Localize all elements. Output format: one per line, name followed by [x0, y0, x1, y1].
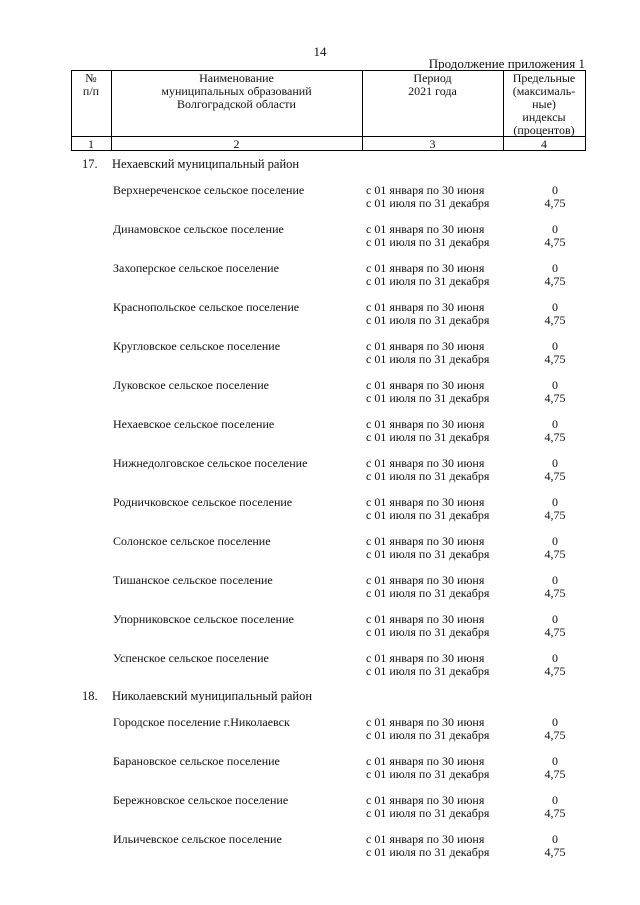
- settlement-name: Бережновское сельское поселение: [113, 793, 289, 807]
- index-first-half: 0: [552, 612, 558, 626]
- index-second-half: 4,75: [544, 625, 566, 639]
- index-second-half: 4,75: [544, 664, 566, 678]
- settlement-name: Краснопольское сельское поселение: [113, 300, 300, 314]
- settlement-name: Нехаевское сельское поселение: [113, 417, 275, 431]
- index-first-half: 0: [552, 495, 558, 509]
- header-col-number: 1: [88, 137, 94, 151]
- district-name: Николаевский муниципальный район: [112, 689, 313, 703]
- period-second-half: с 01 июля по 31 декабря: [366, 547, 490, 561]
- period-second-half: с 01 июля по 31 декабря: [366, 845, 490, 859]
- period-second-half: с 01 июля по 31 декабря: [366, 196, 490, 210]
- period-first-half: с 01 января по 30 июня: [366, 183, 485, 197]
- header-col-divider: [585, 70, 586, 150]
- period-second-half: с 01 июля по 31 декабря: [366, 469, 490, 483]
- period-first-half: с 01 января по 30 июня: [366, 300, 485, 314]
- period-first-half: с 01 января по 30 июня: [366, 378, 485, 392]
- index-first-half: 0: [552, 300, 558, 314]
- period-first-half: с 01 января по 30 июня: [366, 339, 485, 353]
- district-number: 18.: [82, 689, 98, 703]
- period-first-half: с 01 января по 30 июня: [366, 715, 485, 729]
- period-second-half: с 01 июля по 31 декабря: [366, 728, 490, 742]
- index-first-half: 0: [552, 222, 558, 236]
- settlement-name: Родничковское сельское поселение: [113, 495, 293, 509]
- index-second-half: 4,75: [544, 391, 566, 405]
- period-second-half: с 01 июля по 31 декабря: [366, 508, 490, 522]
- header-col-number: 2: [233, 137, 240, 151]
- page-number: 14: [313, 44, 327, 59]
- period-second-half: с 01 июля по 31 декабря: [366, 767, 490, 781]
- period-first-half: с 01 января по 30 июня: [366, 612, 485, 626]
- period-second-half: с 01 июля по 31 декабря: [366, 235, 490, 249]
- period-first-half: с 01 января по 30 июня: [366, 754, 485, 768]
- settlement-name: Успенское сельское поселение: [113, 651, 269, 665]
- period-first-half: с 01 января по 30 июня: [366, 456, 485, 470]
- index-second-half: 4,75: [544, 274, 566, 288]
- settlement-name: Ильичевское сельское поселение: [113, 832, 282, 846]
- index-second-half: 4,75: [544, 352, 566, 366]
- period-second-half: с 01 июля по 31 декабря: [366, 274, 490, 288]
- index-first-half: 0: [552, 715, 558, 729]
- settlement-name: Нижнедолговское сельское поселение: [113, 456, 308, 470]
- index-second-half: 4,75: [544, 508, 566, 522]
- index-first-half: 0: [552, 378, 558, 392]
- index-first-half: 0: [552, 754, 558, 768]
- index-first-half: 0: [552, 534, 558, 548]
- index-first-half: 0: [552, 261, 558, 275]
- period-second-half: с 01 июля по 31 декабря: [366, 806, 490, 820]
- header-col-number: 4: [541, 137, 547, 151]
- index-second-half: 4,75: [544, 313, 566, 327]
- settlement-name: Барановское сельское поселение: [113, 754, 280, 768]
- period-first-half: с 01 января по 30 июня: [366, 417, 485, 431]
- period-second-half: с 01 июля по 31 декабря: [366, 352, 490, 366]
- index-second-half: 4,75: [544, 430, 566, 444]
- index-second-half: 4,75: [544, 547, 566, 561]
- index-first-half: 0: [552, 832, 558, 846]
- settlement-name: Луковское сельское поселение: [113, 378, 269, 392]
- period-second-half: с 01 июля по 31 декабря: [366, 664, 490, 678]
- index-second-half: 4,75: [544, 845, 566, 859]
- period-first-half: с 01 января по 30 июня: [366, 832, 485, 846]
- index-first-half: 0: [552, 793, 558, 807]
- header-top-rule: [71, 70, 586, 71]
- period-first-half: с 01 января по 30 июня: [366, 222, 485, 236]
- continuation-label: Продолжение приложения 1: [428, 56, 585, 71]
- period-second-half: с 01 июля по 31 декабря: [366, 391, 490, 405]
- settlement-name: Тишанское сельское поселение: [113, 573, 273, 587]
- district-number: 17.: [82, 157, 98, 171]
- header-col-number: 3: [429, 137, 436, 151]
- index-second-half: 4,75: [544, 469, 566, 483]
- index-second-half: 4,75: [544, 196, 566, 210]
- district-name: Нехаевский муниципальный район: [112, 157, 300, 171]
- period-first-half: с 01 января по 30 июня: [366, 793, 485, 807]
- index-first-half: 0: [552, 417, 558, 431]
- period-second-half: с 01 июля по 31 декабря: [366, 625, 490, 639]
- header-index-col: Предельные (максималь- ные) индексы (процентов): [512, 71, 576, 137]
- index-first-half: 0: [552, 339, 558, 353]
- settlement-name: Упорниковское сельское поселение: [113, 612, 294, 626]
- period-first-half: с 01 января по 30 июня: [366, 651, 485, 665]
- settlement-name: Верхнереченское сельское поселение: [113, 183, 305, 197]
- index-second-half: 4,75: [544, 767, 566, 781]
- period-second-half: с 01 июля по 31 декабря: [366, 313, 490, 327]
- period-second-half: с 01 июля по 31 декабря: [366, 586, 490, 600]
- index-second-half: 4,75: [544, 586, 566, 600]
- period-first-half: с 01 января по 30 июня: [366, 495, 485, 509]
- index-second-half: 4,75: [544, 728, 566, 742]
- settlement-name: Захоперское сельское поселение: [113, 261, 279, 275]
- index-first-half: 0: [552, 651, 558, 665]
- header-period-col: Период 2021 года: [408, 71, 457, 98]
- index-first-half: 0: [552, 456, 558, 470]
- index-second-half: 4,75: [544, 806, 566, 820]
- settlement-name: Динамовское сельское поселение: [113, 222, 284, 236]
- period-first-half: с 01 января по 30 июня: [366, 573, 485, 587]
- index-second-half: 4,75: [544, 235, 566, 249]
- period-first-half: с 01 января по 30 июня: [366, 261, 485, 275]
- settlement-name: Городское поселение г.Николаевск: [113, 715, 290, 729]
- period-second-half: с 01 июля по 31 декабря: [366, 430, 490, 444]
- index-first-half: 0: [552, 183, 558, 197]
- index-first-half: 0: [552, 573, 558, 587]
- period-first-half: с 01 января по 30 июня: [366, 534, 485, 548]
- table-header: [71, 70, 586, 150]
- settlement-name: Кругловское сельское поселение: [113, 339, 281, 353]
- header-number-col: № п/п: [82, 71, 100, 98]
- header-name-col: Наименование муниципальных образований Волгоградской области: [161, 71, 312, 111]
- settlement-name: Солонское сельское поселение: [113, 534, 271, 548]
